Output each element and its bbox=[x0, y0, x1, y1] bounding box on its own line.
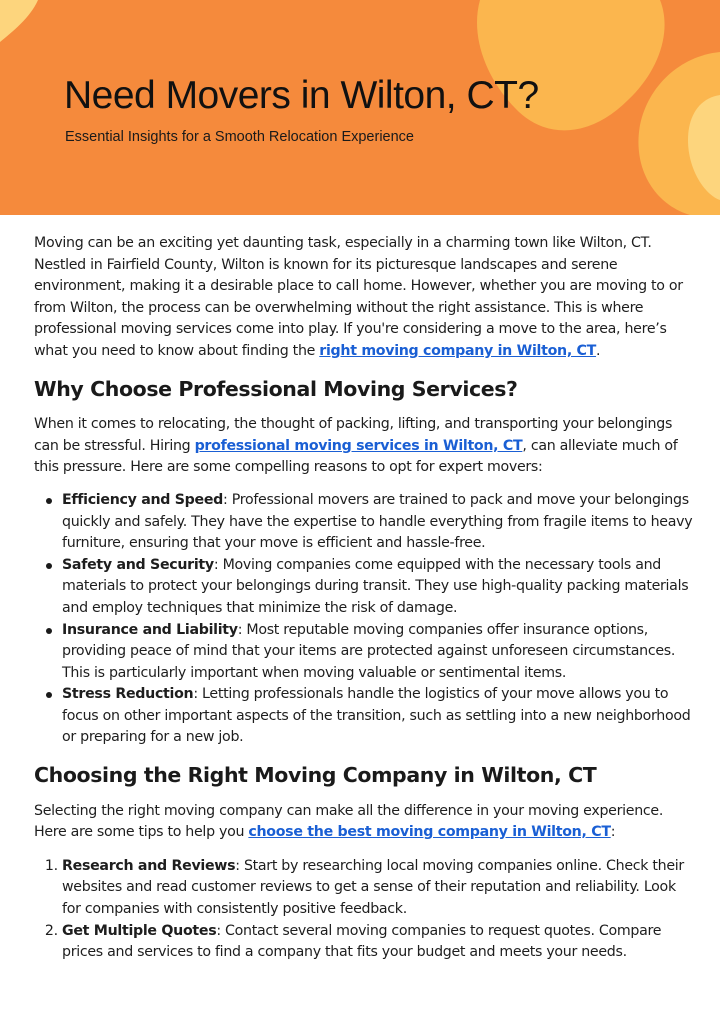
page-title: Need Movers in Wilton, CT? bbox=[64, 74, 539, 117]
intro-text: Moving can be an exciting yet daunting task, especially in a charming town like Wilton, CT. Nestled in Fairfield County, Wilton is known for its picturesque landscapes and serene environment, making it a desirable place to call home. However, whether you are moving to or from Wilton, the process can be overwhelming without the right assistance. This is where professional moving services come into play. If you're considering a move to the area, here’s what you need to know about finding the bbox=[34, 235, 683, 359]
services-link[interactable]: professional moving services in Wilton, CT bbox=[194, 437, 523, 454]
list-item-text: : Moving companies come equipped with the necessary tools and materials to protect your belongings during transit. They use high-quality packing materials and employ techniques that minimize the risk of damage. bbox=[62, 556, 689, 616]
list-item-title: Insurance and Liability bbox=[62, 621, 238, 638]
list-item bbox=[62, 856, 694, 921]
why-paragraph bbox=[34, 414, 694, 479]
section-heading-why: Why Choose Professional Moving Services? bbox=[34, 376, 518, 401]
tips-list bbox=[34, 856, 694, 964]
list-item bbox=[62, 555, 694, 620]
why-text: When it comes to relocating, the thought of packing, lifting, and transporting your belongings can be stressful. Hiring bbox=[34, 416, 673, 454]
list-item bbox=[62, 921, 694, 964]
list-item-text: : Contact several moving companies to request quotes. Compare prices and services to find a company that fits your budget and meets your needs. bbox=[62, 922, 662, 961]
list-item bbox=[62, 620, 694, 685]
intro-after: . bbox=[596, 342, 601, 359]
list-item-title: Stress Reduction bbox=[62, 686, 194, 703]
why-text-after: , can alleviate much of this pressure. Here are some compelling reasons to opt for expert movers: bbox=[34, 437, 678, 476]
choosing-paragraph bbox=[34, 801, 694, 844]
intro-link[interactable]: right moving company in Wilton, CT bbox=[319, 342, 597, 359]
choosing-text: Selecting the right moving company can make all the difference in your moving experience. Here are some tips to help you bbox=[34, 802, 664, 841]
section-heading-choosing: Choosing the Right Moving Company in Wilton, CT bbox=[34, 763, 597, 788]
list-item-title: Safety and Security bbox=[62, 556, 214, 573]
page-subtitle: Essential Insights for a Smooth Relocation Experience bbox=[65, 129, 414, 145]
list-item-title: Get Multiple Quotes bbox=[62, 922, 217, 939]
choose-company-link[interactable]: choose the best moving company in Wilton, CT bbox=[248, 824, 611, 841]
list-item-text: : Start by researching local moving companies online. Check their websites and read customer reviews to get a sense of their reputation and reliability. Look for companies with consistently positive feedback. bbox=[62, 857, 684, 918]
list-item-title: Research and Reviews bbox=[62, 857, 236, 874]
list-item bbox=[62, 684, 694, 749]
list-item-title: Efficiency and Speed bbox=[62, 491, 224, 508]
choosing-text-after: : bbox=[610, 824, 616, 841]
reasons-list bbox=[34, 490, 694, 749]
list-item-text: : Most reputable moving companies offer insurance options, providing peace of mind that your items are protected against unforeseen circumstances. This is particularly important when moving valuable or sentimental items. bbox=[62, 621, 676, 681]
hero-banner bbox=[0, 0, 720, 215]
blob-top-left bbox=[0, 0, 38, 42]
article-body bbox=[34, 233, 694, 964]
list-item-text: : Professional movers are trained to pack and move your belongings quickly and safely. They have the expertise to handle everything from fragile items to heavy furniture, ensuring that your move is efficient and hassle-free. bbox=[62, 491, 693, 552]
list-item bbox=[62, 490, 694, 555]
list-item-text: : Letting professionals handle the logistics of your move allows you to focus on other important aspects of the transition, such as settling into a new neighborhood or preparing for a new job. bbox=[62, 686, 691, 746]
intro-paragraph bbox=[34, 233, 694, 363]
